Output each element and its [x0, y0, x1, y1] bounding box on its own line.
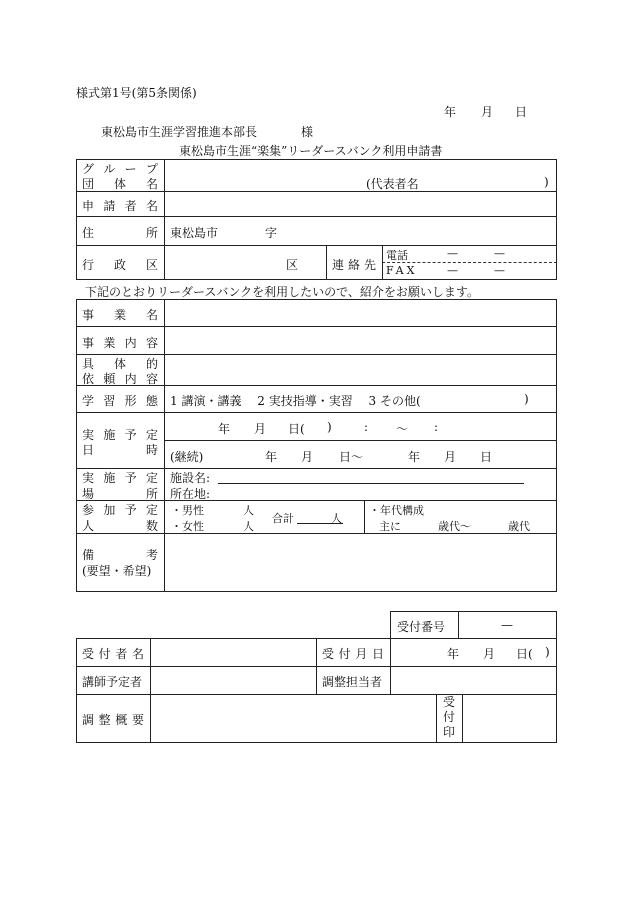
schedule-continue: (継続) — [170, 450, 204, 464]
schedule-paren-close: ) — [327, 420, 332, 434]
schedule-year: 年 — [218, 422, 231, 436]
location-label: 所在地: — [170, 487, 211, 501]
phone-sep-2: — — [494, 247, 505, 260]
remarks-label-line1: 備 考 — [82, 548, 158, 562]
schedule-cont-month-2: 月 — [444, 450, 457, 464]
receipt-date-month: 月 — [483, 647, 496, 661]
representative-close: ) — [544, 175, 549, 189]
intro-text: 下記のとおりリーダースバンクを利用したいので、紹介をお願いします。 — [85, 285, 479, 299]
age-main: 主に — [379, 520, 401, 533]
schedule-month: 月 — [254, 422, 267, 436]
project-name-label: 事 業 名 — [82, 308, 158, 322]
schedule-cont-month-1: 月 — [301, 450, 314, 464]
contact-label: 連 絡 先 — [332, 258, 376, 272]
schedule-tilde: 〜 — [396, 422, 409, 436]
schedule-cont-year-2: 年 — [408, 450, 421, 464]
total-label: 合計 — [272, 512, 294, 525]
receipt-date-label: 受 付 月 日 — [322, 647, 384, 661]
representative-label: (代表者名 — [366, 177, 419, 191]
specific-label-line2: 依 頼 内 容 — [82, 372, 158, 386]
fax-sep-2: — — [494, 264, 505, 277]
venue-label-line2: 場 所 — [82, 487, 158, 501]
instructor-label: 講師予定者 — [82, 675, 143, 689]
age-to: 歳代 — [508, 520, 530, 533]
facility-name-underline — [218, 483, 524, 484]
receipt-number-sep: — — [501, 618, 513, 632]
schedule-cont-day-1: 日〜 — [339, 450, 364, 464]
phone-label: 電話 — [386, 249, 408, 262]
addressee: 東松島市生涯学習推進本部長 — [101, 125, 258, 139]
receipt-date-day: 日( — [516, 647, 533, 661]
receipt-date-close: ) — [545, 645, 550, 659]
header-date-year: 年 — [444, 105, 457, 119]
receipt-date-year: 年 — [447, 647, 460, 661]
schedule-label-line1: 実 施 予 定 — [82, 428, 158, 442]
schedule-colon-2: : — [434, 420, 439, 434]
participants-label-line1: 参 加 予 定 — [82, 503, 158, 517]
female-unit: 人 — [243, 520, 254, 533]
participants-label-line2: 人 数 — [82, 519, 158, 533]
applicant-name-label: 申 請 者 名 — [82, 199, 158, 213]
male-label: ・男性 — [171, 504, 204, 517]
page-title: 東松島市生涯“楽集”リーダースバンク利用申請書 — [179, 144, 443, 158]
schedule-colon-1: : — [364, 420, 369, 434]
schedule-cont-year-1: 年 — [265, 450, 278, 464]
form-number: 様式第1号(第5条関係) — [76, 86, 197, 100]
group-label-line1: グ ル ー プ — [82, 162, 158, 176]
format-close: ) — [524, 392, 529, 406]
header-date-day: 日 — [515, 105, 528, 119]
fax-sep-1: — — [447, 264, 458, 277]
addressee-honorific: 様 — [301, 125, 314, 139]
remarks-label-line2: (要望・希望) — [82, 564, 152, 578]
district-label: 行 政 区 — [82, 258, 158, 272]
summary-label: 調 整 概 要 — [82, 713, 144, 727]
stamp-label: 受付印 — [443, 695, 456, 739]
address-label: 住 所 — [82, 226, 158, 240]
group-label-line2: 団 体 名 — [82, 177, 158, 191]
phone-sep-1: — — [447, 247, 458, 260]
learning-format-label: 学 習 形 態 — [82, 394, 158, 408]
project-content-label: 事 業 内 容 — [82, 336, 158, 350]
receiver-label: 受 付 者 名 — [82, 647, 144, 661]
receipt-number-label: 受付番号 — [397, 620, 446, 634]
address-city: 東松島市 — [170, 226, 219, 240]
age-composition-label: ・年代構成 — [369, 504, 424, 517]
address-aza: 字 — [265, 226, 278, 240]
schedule-day: 日( — [288, 422, 305, 436]
venue-label-line1: 実 施 予 定 — [82, 471, 158, 485]
district-unit: 区 — [286, 258, 299, 272]
schedule-label-line2: 日 時 — [82, 443, 158, 457]
age-from: 歳代〜 — [438, 520, 471, 533]
schedule-cont-day-2: 日 — [480, 450, 493, 464]
fax-label: FAX — [386, 264, 418, 277]
coordinator-label: 調整担当者 — [322, 675, 383, 689]
format-options: 1 講演・講義 2 実技指導・実習 3 その他( — [170, 394, 421, 408]
specific-label-line1: 具 体 的 — [82, 357, 158, 371]
female-label: ・女性 — [171, 520, 204, 533]
total-unit: 人 — [331, 512, 342, 525]
header-date-month: 月 — [481, 105, 494, 119]
facility-name-label: 施設名: — [170, 471, 211, 485]
male-unit: 人 — [243, 504, 254, 517]
